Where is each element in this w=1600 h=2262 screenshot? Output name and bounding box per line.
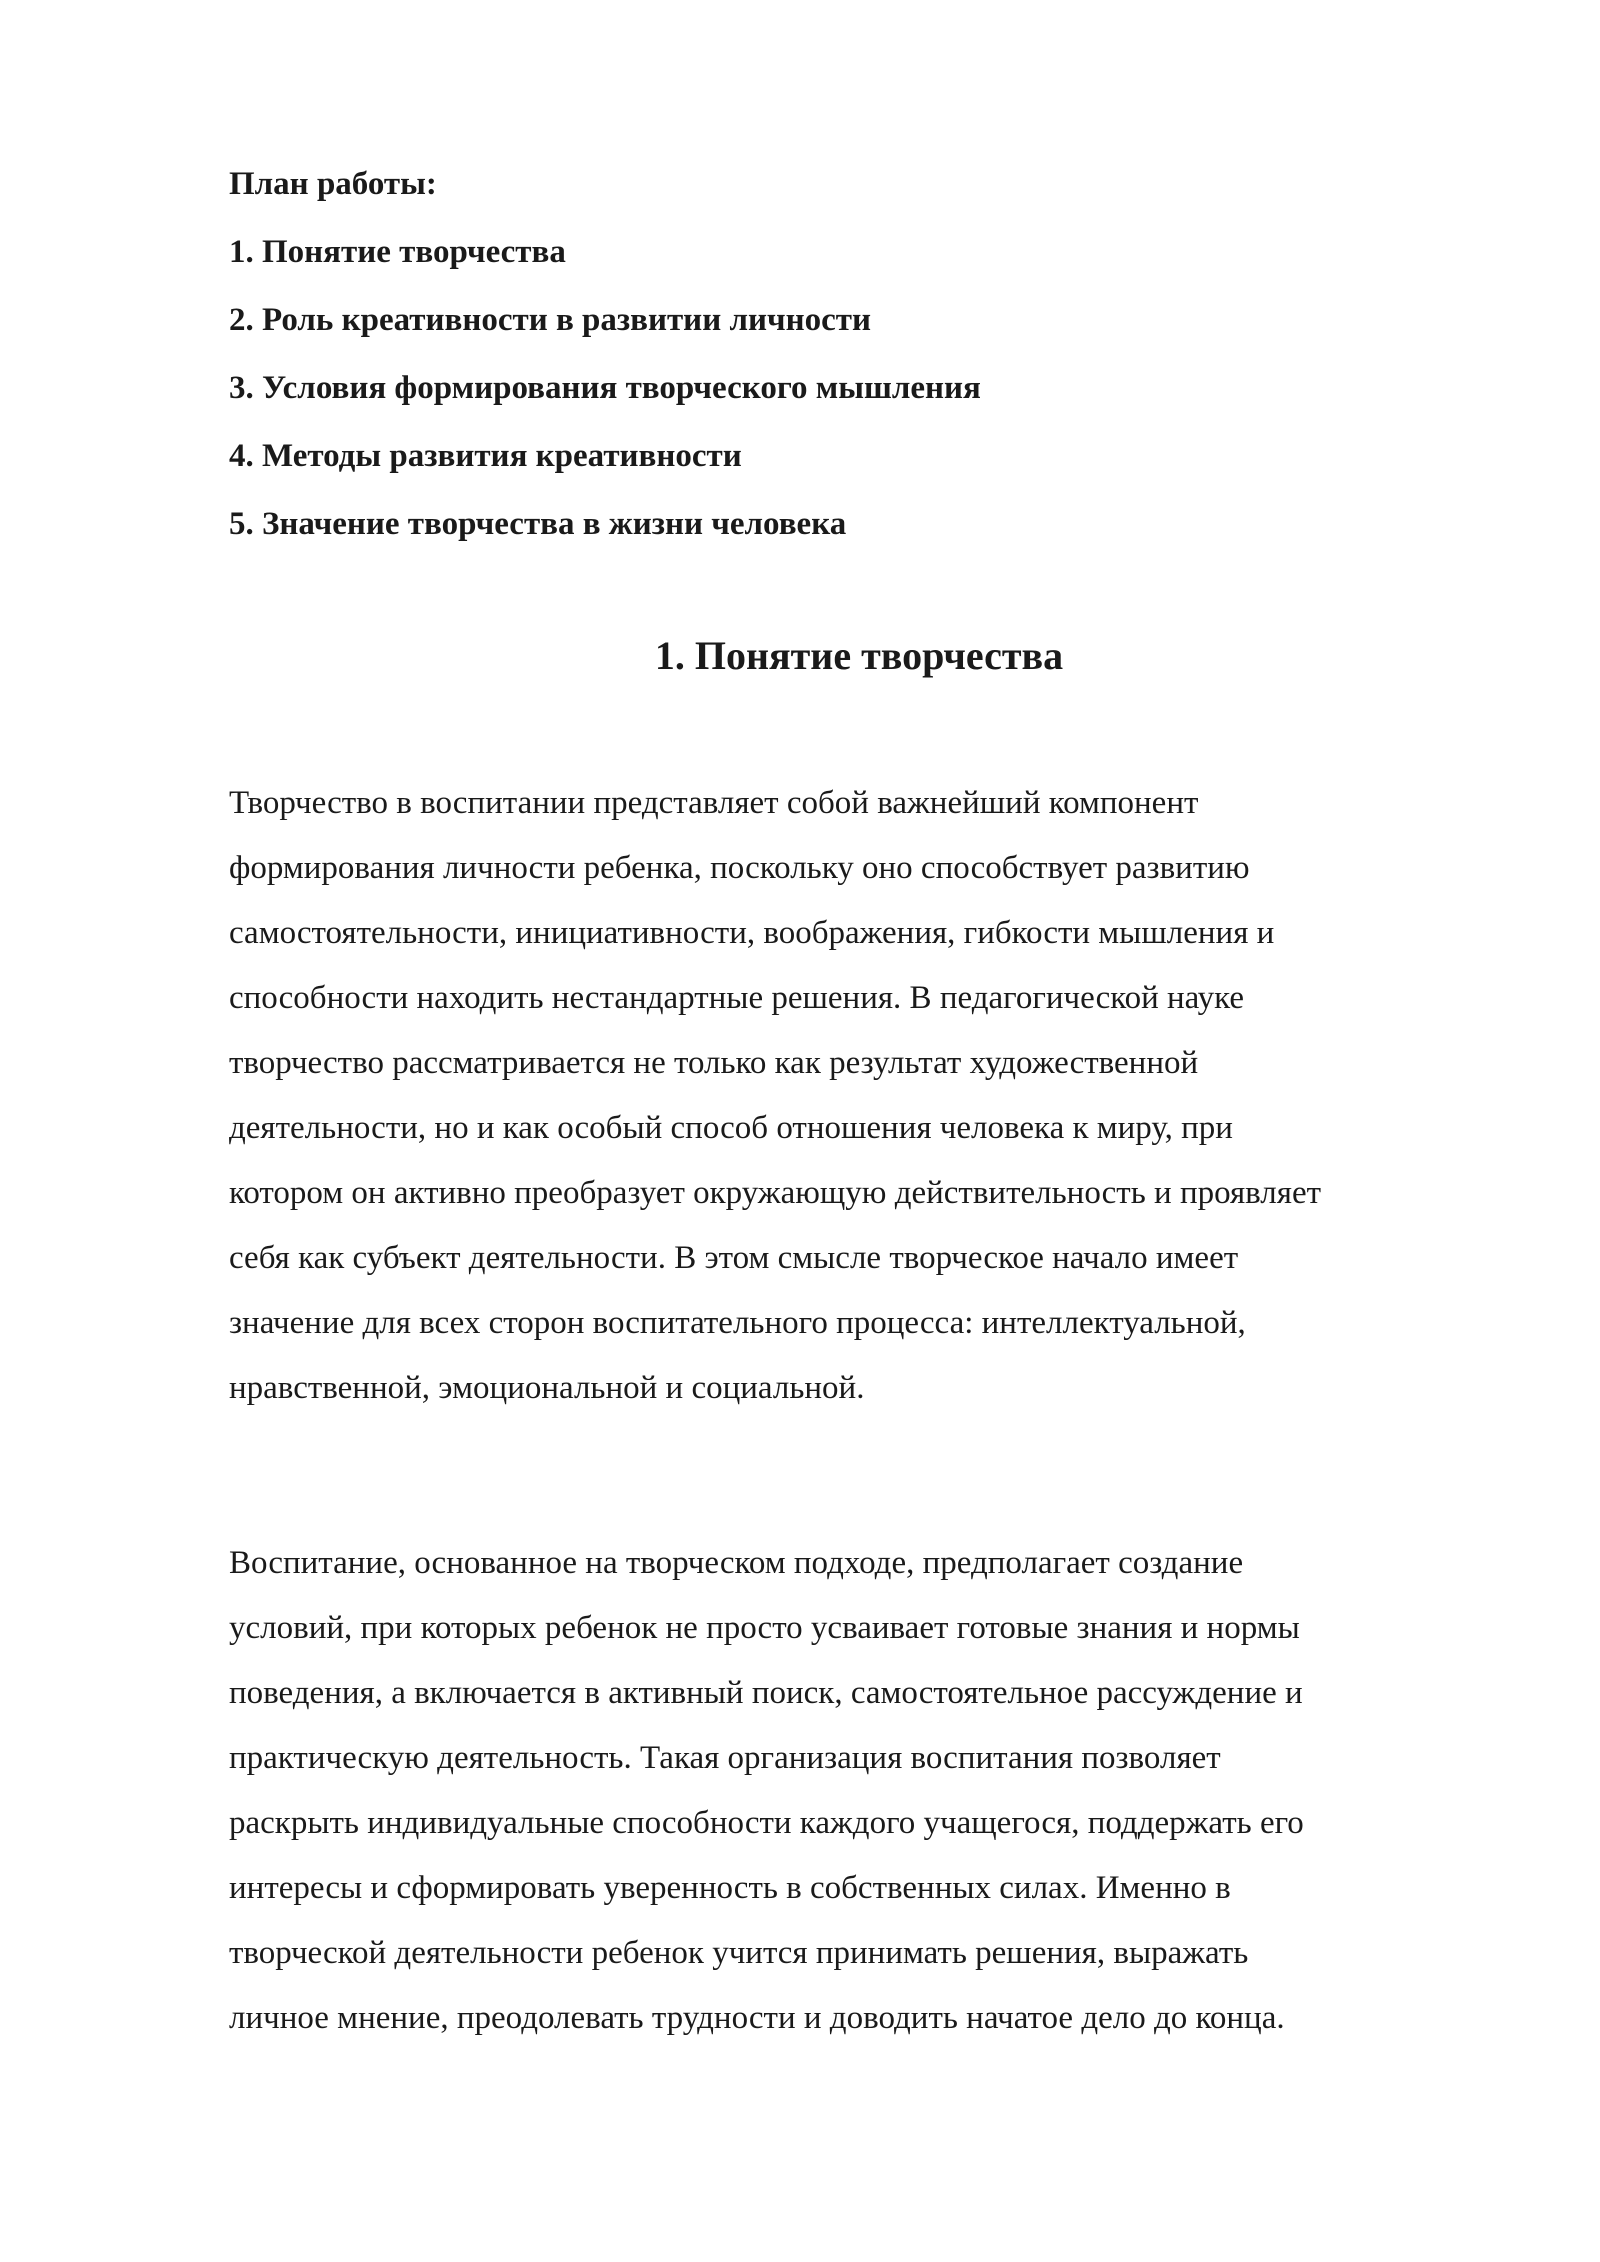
text-line: интересы и сформировать уверенность в собственных силах. Именно в (229, 1870, 1231, 1906)
plan-item: 4. Методы развития креативности (229, 438, 742, 474)
text-line: себя как субъект деятельности. В этом смысле творческое начало имеет (229, 1240, 1239, 1276)
plan-title: План работы: (229, 166, 437, 202)
section-heading: 1. Понятие творчества (654, 633, 1064, 678)
plan-item: 5. Значение творчества в жизни человека (229, 506, 847, 542)
body-paragraph (229, 1531, 1499, 2051)
text-line: практическую деятельность. Такая организация воспитания позволяет (229, 1740, 1221, 1776)
text-line: котором он активно преобразует окружающую действительность и проявляет (229, 1175, 1322, 1211)
text-line: формирования личности ребенка, поскольку оно способствует развитию (229, 850, 1250, 886)
plan-item: 2. Роль креативности в развитии личности (229, 302, 871, 338)
plan-item: 1. Понятие творчества (229, 234, 566, 270)
text-line: творческой деятельности ребенок учится принимать решения, выражать (229, 1935, 1249, 1971)
text-line: личное мнение, преодолевать трудности и доводить начатое дело до конца. (229, 2000, 1285, 2036)
text-line: деятельности, но и как особый способ отношения человека к миру, при (229, 1110, 1233, 1146)
text-line: условий, при которых ребенок не просто усваивает готовые знания и нормы (229, 1610, 1300, 1646)
text-line: Воспитание, основанное на творческом подходе, предполагает создание (229, 1545, 1244, 1581)
text-line: способности находить нестандартные решения. В педагогической науке (229, 980, 1245, 1016)
text-line: Творчество в воспитании представляет собой важнейший компонент (229, 785, 1199, 821)
text-line: значение для всех сторон воспитательного процесса: интеллектуальной, (229, 1305, 1246, 1341)
plan-item: 3. Условия формирования творческого мышления (229, 370, 981, 406)
text-line: раскрыть индивидуальные способности каждого учащегося, поддержать его (229, 1805, 1304, 1841)
text-line: поведения, а включается в активный поиск, самостоятельное рассуждение и (229, 1675, 1303, 1711)
text-line: самостоятельности, инициативности, воображения, гибкости мышления и (229, 915, 1275, 951)
work-plan (229, 150, 1489, 558)
text-line: творчество рассматривается не только как результат художественной (229, 1045, 1199, 1081)
text-line: нравственной, эмоциональной и социальной. (229, 1370, 865, 1406)
body-paragraph (229, 771, 1499, 1421)
